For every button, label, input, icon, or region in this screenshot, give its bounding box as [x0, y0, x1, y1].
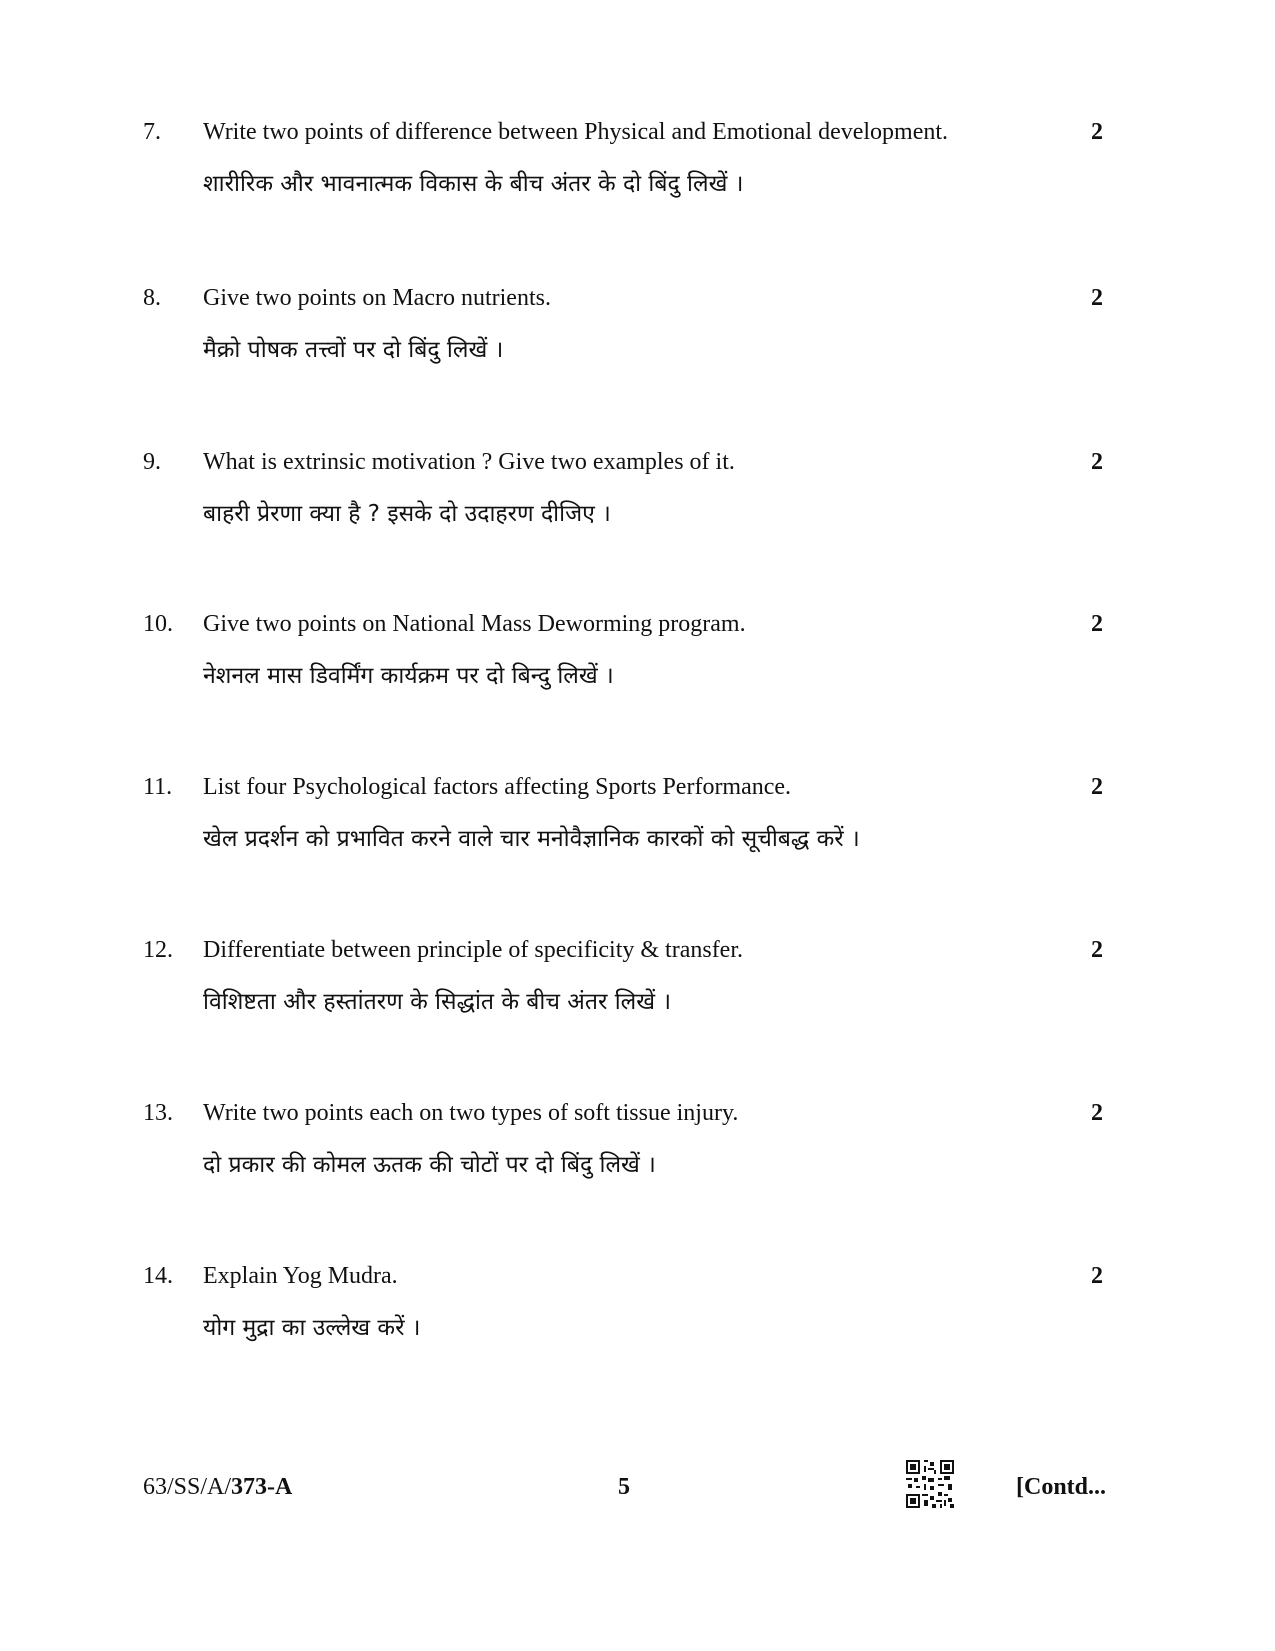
paper-code — [143, 1472, 292, 1502]
question-text-hindi: खेल प्रदर्शन को प्रभावित करने वाले चार मनोवैज्ञानिक कारकों को सूचीबद्ध करें । — [203, 826, 860, 852]
question-14 — [143, 1261, 1123, 1371]
question-number: 14. — [143, 1263, 173, 1289]
question-number: 8. — [143, 285, 161, 311]
continued-marker: [Contd... — [1016, 1474, 1107, 1500]
question-text-english: Give two points on Macro nutrients. — [203, 285, 551, 311]
question-text-hindi: विशिष्टता और हस्तांतरण के सिद्धांत के बीच अंतर लिखें । — [203, 989, 672, 1015]
question-text-english: List four Psychological factors affecting Sports Performance. — [203, 774, 792, 800]
question-text-english: Write two points each on two types of soft tissue injury. — [203, 1100, 739, 1126]
question-marks: 2 — [1091, 611, 1103, 637]
question-10 — [143, 609, 1123, 719]
question-text-hindi: नेशनल मास डिवर्मिंग कार्यक्रम पर दो बिन्दु लिखें । — [203, 663, 614, 689]
question-text-hindi: मैक्रो पोषक तत्त्वों पर दो बिंदु लिखें । — [203, 337, 504, 363]
question-text-english: Explain Yog Mudra. — [203, 1263, 398, 1289]
question-marks: 2 — [1091, 1100, 1103, 1126]
question-text-hindi: शारीरिक और भावनात्मक विकास के बीच अंतर के दो बिंदु लिखें । — [203, 171, 744, 197]
question-13 — [143, 1098, 1123, 1208]
question-marks: 2 — [1091, 774, 1103, 800]
question-marks: 2 — [1091, 285, 1103, 311]
question-text-english: Write two points of difference between Physical and Emotional development. — [203, 119, 949, 145]
question-12 — [143, 935, 1123, 1045]
question-text-english: What is extrinsic motivation ? Give two examples of it. — [203, 449, 735, 475]
question-marks: 2 — [1091, 119, 1103, 145]
question-11 — [143, 772, 1123, 882]
question-text-hindi: दो प्रकार की कोमल ऊतक की चोटों पर दो बिंदु लिखें । — [203, 1152, 656, 1178]
question-number: 7. — [143, 119, 161, 145]
question-7 — [143, 117, 1123, 227]
question-text-english: Give two points on National Mass Deworming program. — [203, 611, 746, 637]
question-marks: 2 — [1091, 937, 1103, 963]
question-text-hindi: बाहरी प्रेरणा क्या है ? इसके दो उदाहरण दीजिए । — [203, 501, 611, 527]
question-number: 9. — [143, 449, 161, 475]
question-number: 10. — [143, 611, 173, 637]
paper-code-bold: 373-A — [231, 1474, 293, 1500]
paper-code-prefix: 63/SS/A/ — [143, 1474, 232, 1500]
question-marks: 2 — [1091, 449, 1103, 475]
question-number: 11. — [143, 774, 173, 800]
question-9 — [143, 447, 1123, 557]
question-8 — [143, 283, 1123, 393]
qr-code-icon — [904, 1458, 956, 1510]
question-text-hindi: योग मुद्रा का उल्लेख करें । — [203, 1315, 421, 1341]
question-number: 13. — [143, 1100, 173, 1126]
question-number: 12. — [143, 937, 173, 963]
question-text-english: Differentiate between principle of specificity & transfer. — [203, 937, 743, 963]
question-marks: 2 — [1091, 1263, 1103, 1289]
page-number: 5 — [618, 1474, 630, 1500]
